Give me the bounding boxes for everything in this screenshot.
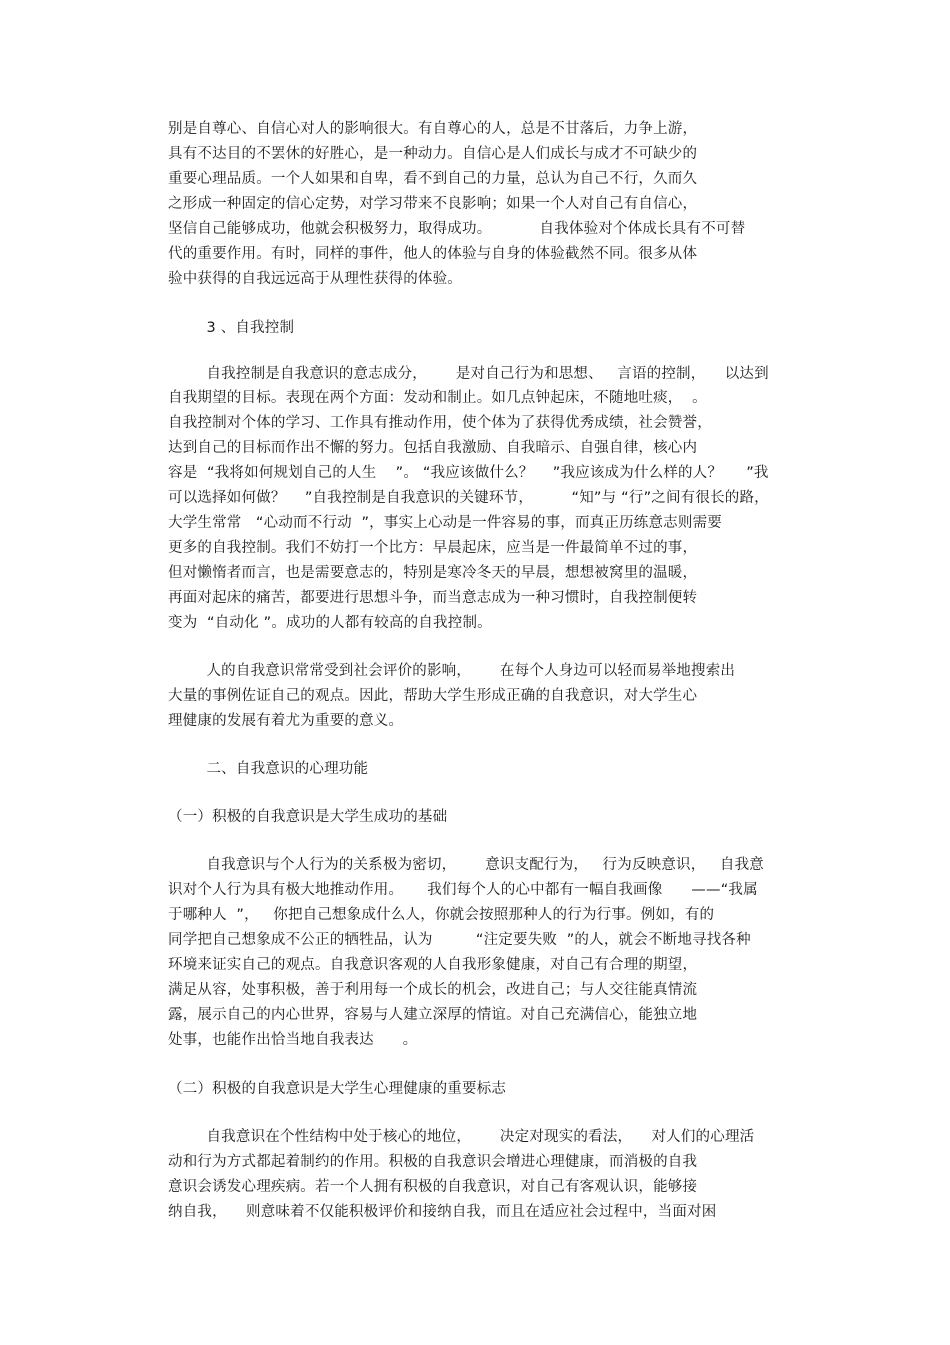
text-line: 达到自己的目标而作出不懈的努力。包括自我激励、自我暗示、自强自律，核心内 bbox=[168, 440, 698, 456]
text-line: 环境来证实自己的观点。自我意识客观的人自我形象健康，对自己有合理的期望， bbox=[168, 957, 698, 973]
text-line: 人的自我意识常常受到社会评价的影响， 在每个人身边可以轻而易举地搜索出 bbox=[168, 663, 736, 679]
text-line: 重要心理品质。一个人如果和自卑，看不到自己的力量，总认为自己不行，久而久 bbox=[168, 171, 698, 187]
text-line: 意识会诱发心理疾病。若一个人拥有积极的自我意识，对自己有客观认识，能够接 bbox=[168, 1179, 698, 1195]
text-line: 代的重要作用。有时，同样的事件，他人的体验与自身的体验截然不同。很多从体 bbox=[168, 246, 698, 262]
text-line: 动和行为方式都起着制约的作用。积极的自我意识会增进心理健康，而消极的自我 bbox=[168, 1154, 698, 1170]
text-line: 坚信自己能够成功，他就会积极努力，取得成功。 自我体验对个体成长具有不可替 bbox=[168, 221, 746, 237]
text-line: 处事，也能作出恰当地自我表达 。 bbox=[168, 1032, 418, 1048]
text-line: 自我意识在个性结构中处于核心的地位， 决定对现实的看法， 对人们的心理活 bbox=[168, 1129, 755, 1145]
text-line: 理健康的发展有着尤为重要的意义。 bbox=[168, 713, 404, 729]
text-line: 大学生常常 “心动而不行动 ”，事实上心动是一件容易的事，而真正历练意志则需要 bbox=[168, 515, 722, 531]
text-line: 验中获得的自我远远高于从理性获得的体验。 bbox=[168, 271, 462, 287]
text-line: 同学把自己想象成不公正的牺牲品，认为 “注定要失败 ”的人，就会不断地寻找各种 bbox=[168, 932, 751, 948]
subsection-heading: （一）积极的自我意识是大学生成功的基础 bbox=[168, 809, 448, 825]
text-line: 于哪种人 ”， 你把自己想象成什么人，你就会按照那种人的行为行事。例如，有的 bbox=[168, 907, 715, 923]
text-line: 再面对起床的痛苦，都要进行思想斗争，而当意志成为一种习惯时，自我控制便转 bbox=[168, 590, 698, 606]
text-line: 可以选择如何做？ ”自我控制是自我意识的关键环节， “知”与 “行”之间有很长的路， bbox=[168, 490, 769, 506]
text-line: 自我控制是自我意识的意志成分， 是对自己行为和思想、 言语的控制， 以达到 bbox=[168, 366, 769, 382]
section-heading: 二、自我意识的心理功能 bbox=[168, 761, 369, 777]
text-line: 纳自我， 则意味着不仅能积极评价和接纳自我，而且在适应社会过程中，当面对困 bbox=[168, 1204, 717, 1220]
text-line: 具有不达目的不罢休的好胜心，是一种动力。自信心是人们成长与成才不可缺少的 bbox=[168, 146, 698, 162]
section-heading: 3 、自我控制 bbox=[168, 320, 295, 336]
text-line: 大量的事例佐证自己的观点。因此，帮助大学生形成正确的自我意识，对大学生心 bbox=[168, 688, 698, 704]
text-line: 但对懒惰者而言，也是需要意志的，特别是寒冷冬天的早晨，想想被窝里的温暖， bbox=[168, 565, 698, 581]
text-line: 容是 “我将如何规划自己的人生 ”。 “我应该做什么？ ”我应该成为什么样的人？ ”我 bbox=[168, 465, 769, 481]
text-line: 露，展示自己的内心世界，容易与人建立深厚的情谊。对自己充满信心，能独立地 bbox=[168, 1007, 698, 1023]
text-line: 之形成一种固定的信心定势，对学习带来不良影响；如果一个人对自己有自信心， bbox=[168, 196, 698, 212]
text-line: 更多的自我控制。我们不妨打一个比方：早晨起床，应当是一件最简单不过的事， bbox=[168, 540, 698, 556]
text-line: 满足从容，处事积极，善于利用每一个成长的机会，改进自己；与人交往能真情流 bbox=[168, 982, 698, 998]
text-line: 别是自尊心、自信心对人的影响很大。有自尊心的人，总是不甘落后，力争上游， bbox=[168, 121, 698, 137]
text-line: 识对个人行为具有极大地推动作用。 我们每个人的心中都有一幅自我画像 ——“我属 bbox=[168, 882, 758, 898]
text-line: 自我意识与个人行为的关系极为密切， 意识支配行为， 行为反映意识， 自我意 bbox=[168, 857, 764, 873]
text-line: 自我期望的目标。表现在两个方面：发动和制止。如几点钟起床，不随地吐痰， 。 bbox=[168, 390, 707, 406]
text-line: 自我控制对个体的学习、工作具有推动作用，使个体为了获得优秀成绩，社会赞誉， bbox=[168, 415, 712, 431]
text-line: 变为 “自动化 ”。成功的人都有较高的自我控制。 bbox=[168, 615, 492, 631]
subsection-heading: （二）积极的自我意识是大学生心理健康的重要标志 bbox=[168, 1081, 507, 1097]
